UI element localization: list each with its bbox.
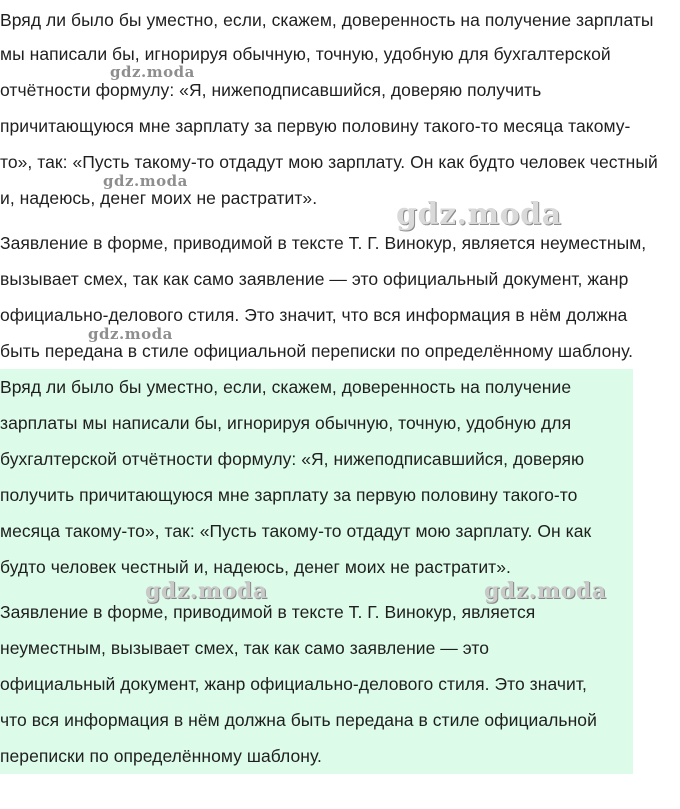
text-line: мы написали бы, игнорируя обычную, точную, удобную для бухгалтерской [0, 44, 611, 64]
text-line: причитающуюся мне зарплату за первую половину такого-то месяца такому- [0, 116, 631, 136]
watermark: gdz.moda [110, 63, 195, 81]
text-line: официальный документ, жанр официально-делового стиля. Это значит, [0, 674, 587, 694]
text-line: что вся информация в нём должна быть передана в стиле официальной [0, 710, 597, 730]
watermark: gdz.moda [396, 197, 562, 232]
text-line: официально-делового стиля. Это значит, что вся информация в нём должна [0, 305, 628, 325]
text-block-original [0, 0, 680, 370]
text-line: зарплаты мы написали бы, игнорируя обычную, точную, удобную для [0, 413, 572, 433]
text-line: переписки по определённому шаблону. [0, 746, 322, 766]
text-line: Заявление в форме, приводимой в тексте Т. Г. Винокур, является [0, 602, 536, 622]
watermark: gdz.moda [88, 325, 173, 343]
text-line: то», так: «Пусть такому-то отдадут мою зарплату. Он как будто человек честный [0, 152, 658, 172]
text-line: месяца такому-то», так: «Пусть такому-то отдадут мою зарплату. Он как [0, 521, 592, 541]
text-line: Вряд ли было бы уместно, если, скажем, доверенность на получение зарплаты [0, 10, 654, 30]
text-line: будто человек честный и, надеюсь, денег моих не растратит». [0, 557, 511, 577]
text-line: получить причитающуюся мне зарплату за первую половину такого-то [0, 485, 578, 505]
watermark: gdz.moda [484, 578, 607, 604]
text-line: быть передана в стиле официальной переписки по определённому шаблону. [0, 341, 634, 361]
text-block-highlighted [0, 369, 633, 774]
watermark: gdz.moda [145, 578, 268, 604]
text-line: Вряд ли было бы уместно, если, скажем, доверенность на получение [0, 377, 572, 397]
text-line: неуместным, вызывает смех, так как само заявление — это [0, 638, 490, 658]
text-line: отчётности формулу: «Я, нижеподписавшийся, доверяю получить [0, 80, 542, 100]
text-line: и, надеюсь, денег моих не растратит». [0, 188, 318, 208]
watermark: gdz.moda [103, 172, 188, 190]
text-line: вызывает смех, так как само заявление — это официальный документ, жанр [0, 269, 629, 289]
text-line: бухгалтерской отчётности формулу: «Я, нижеподписавшийся, доверяю [0, 449, 585, 469]
text-line: Заявление в форме, приводимой в тексте Т. Г. Винокур, является неуместным, [0, 233, 647, 253]
